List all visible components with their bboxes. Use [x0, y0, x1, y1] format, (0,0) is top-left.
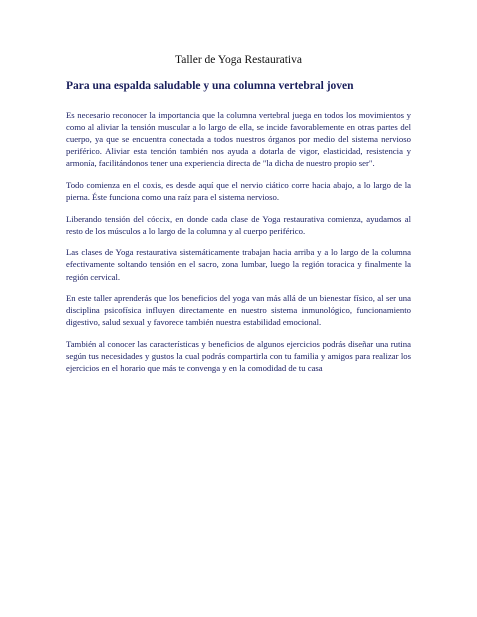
- document-title: Taller de Yoga Restaurativa: [175, 54, 302, 66]
- paragraph-coxis: Todo comienza en el coxis, es desde aquí que el nervio ciático corre hacia abajo, a lo largo de la pierna. Éste funciona como una raíz para el sistema nervioso.: [66, 179, 411, 203]
- paragraph-clases: Las clases de Yoga restaurativa sistemáticamente trabajan hacia arriba y a lo largo de la columna efectivamente soltando tensión en el sacro, zona lumbar, luego la región toracica y finalmente la región cervical.: [66, 247, 411, 282]
- paragraph-intro: Es necesario reconocer la importancia que la columna vertebral juega en todos los movimientos y como al aliviar la tensión muscular a lo largo de ella, se incide favorablemente en otras partes del cuerpo, ya que se encuentra conectada a todos nuestros órganos por medio del sistema nervioso periférico. Aliviar esta tención también nos ayuda a dotarla de vigor, elasticidad, resistencia y armonía, facilitándonos tener una experiencia directa de "la dicha de nuestro propio ser".: [66, 110, 411, 169]
- paragraph-coccix: Liberando tensión del cóccix, en donde cada clase de Yoga restaurativa comienza, ayudamos al resto de los músculos a lo largo de la columna y al cuerpo periférico.: [66, 213, 411, 236]
- paragraph-ejercicios: También al conocer las características y beneficios de algunos ejercicios podrás diseñar una rutina según tus necesidades y gustos la cual podrás compartirla con tu familia y amigos para realizar los ejercicios en el horario que más te convenga y en la comodidad de tu casa: [66, 338, 411, 374]
- document-subtitle: Para una espalda saludable y una columna vertebral joven: [66, 80, 354, 92]
- paragraph-beneficios: En este taller aprenderás que los beneficios del yoga van más allá de un bienestar físico, al ser una disciplina psicofísica influyen directamente en nuestro sistema inmunológico, funcionamiento digestivo, salud sexual y favorece también nuestra estabilidad emocional.: [66, 293, 411, 328]
- document-body: [66, 109, 411, 384]
